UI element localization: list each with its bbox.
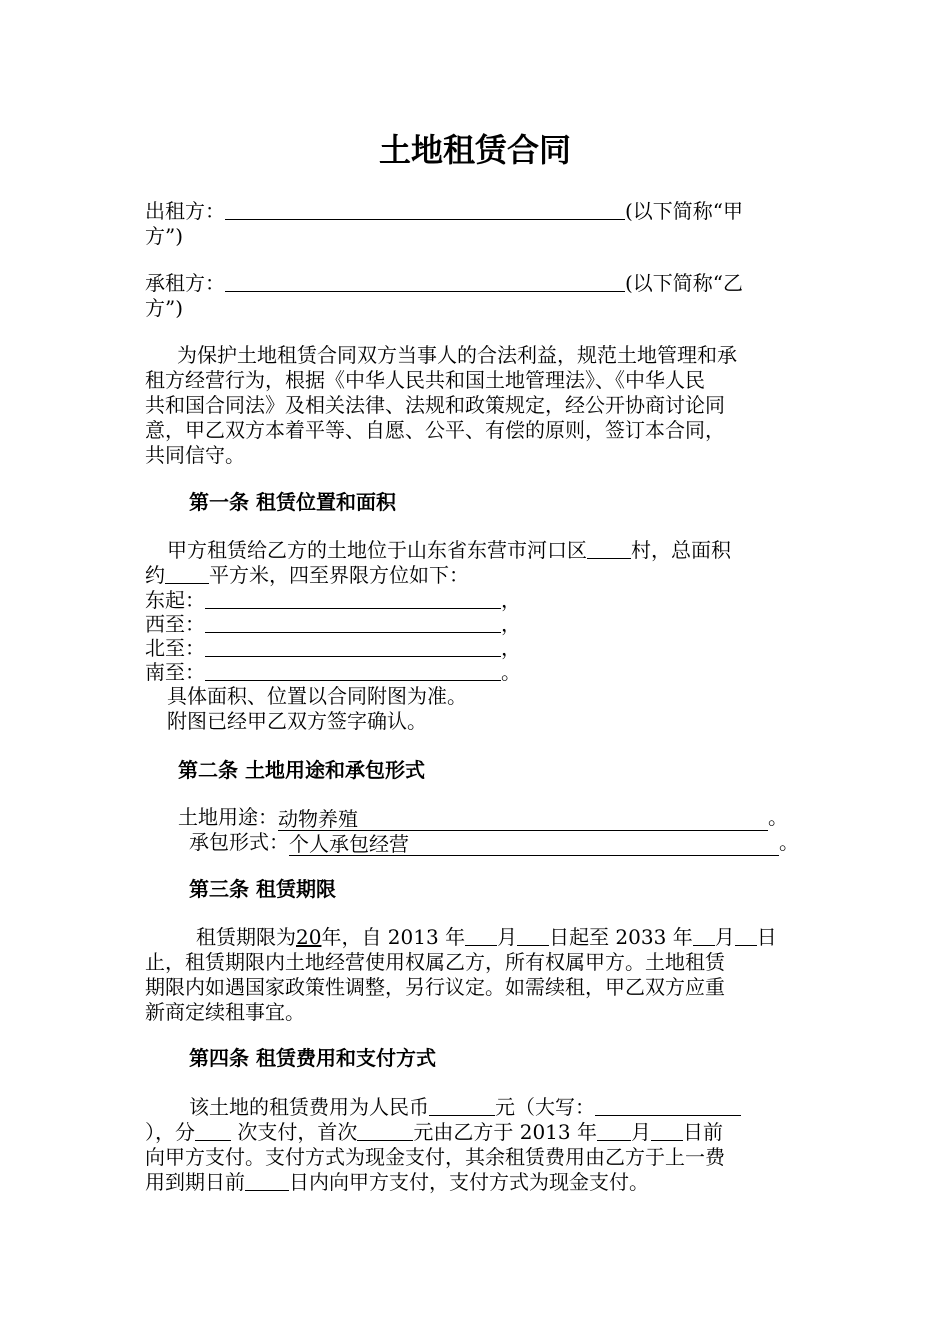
north-boundary-blank[interactable] <box>205 636 501 657</box>
article1-line <box>167 538 731 562</box>
page-title: 土地租赁合同 <box>378 131 571 169</box>
west-label: 西至： <box>145 612 205 636</box>
east-boundary-blank[interactable] <box>205 588 501 609</box>
south-label: 南至： <box>145 660 205 684</box>
article4-text: 用到期日前 <box>145 1170 245 1194</box>
article3-text: 租赁期限为 <box>196 925 296 949</box>
south-boundary-blank[interactable] <box>205 660 501 681</box>
east-label: 东起： <box>145 588 205 612</box>
lessor-name-blank[interactable] <box>225 199 625 220</box>
article4-text: ），分 <box>145 1120 195 1144</box>
land-use-label: 土地用途： <box>178 805 278 829</box>
article1-line <box>145 563 469 587</box>
lessor-suffix-line: 方”) <box>145 224 184 248</box>
article1-note: 附图已经甲乙双方签字确认。 <box>167 709 427 733</box>
preamble-line: 意，甲乙双方本着平等、自愿、公平、有偿的原则，签订本合同， <box>145 418 725 442</box>
article3-heading: 第三条 租赁期限 <box>189 877 336 901</box>
days-before-blank[interactable] <box>245 1170 289 1191</box>
lessee-line <box>145 271 743 295</box>
article3-line: 止，租赁期限内土地经营使用权属乙方，所有权属甲方。土地租赁 <box>145 950 725 974</box>
end-day-blank[interactable] <box>735 925 757 946</box>
comma: ， <box>501 612 521 636</box>
rent-amount-blank[interactable] <box>429 1095 495 1116</box>
article3-line <box>196 925 777 949</box>
lessor-line <box>145 199 743 223</box>
article4-line <box>189 1095 741 1119</box>
article1-note: 具体面积、位置以合同附图为准。 <box>167 684 467 708</box>
start-day-blank[interactable] <box>517 925 549 946</box>
contract-form-value[interactable]: 个人承包经营 <box>289 833 779 856</box>
article3-text: 月 <box>714 925 735 949</box>
land-use-line <box>178 805 788 831</box>
village-blank[interactable] <box>587 538 631 559</box>
land-use-value[interactable]: 动物养殖 <box>278 808 768 831</box>
article4-text: 月 <box>630 1120 651 1144</box>
lessee-name-blank[interactable] <box>225 271 625 292</box>
west-boundary-blank[interactable] <box>205 612 501 633</box>
article4-line: 向甲方支付。支付方式为现金支付，其余租赁费用由乙方于上一费 <box>145 1145 725 1169</box>
article3-text: 日起至 2033 年 <box>549 925 693 949</box>
article4-text: 元由乙方于 2013 年 <box>413 1120 597 1144</box>
preamble-line: 共和国合同法》及相关法律、法规和政策规定，经公开协商讨论同 <box>145 393 725 417</box>
period: 。 <box>779 830 799 854</box>
north-boundary-line <box>145 636 521 660</box>
end-month-blank[interactable] <box>693 925 715 946</box>
preamble-line: 为保护土地租赁合同双方当事人的合法利益，规范土地管理和承 <box>177 343 737 367</box>
contract-form-label: 承包形式： <box>189 830 289 854</box>
east-boundary-line <box>145 588 521 612</box>
start-month-blank[interactable] <box>465 925 497 946</box>
article4-text: 该土地的租赁费用为人民币 <box>189 1095 429 1119</box>
north-label: 北至： <box>145 636 205 660</box>
period: 。 <box>768 805 788 829</box>
article4-text: 元（大写： <box>495 1095 595 1119</box>
lessee-suffix: (以下简称“乙 <box>625 271 744 295</box>
lessor-label: 出租方： <box>145 199 225 223</box>
article3-line: 新商定续租事宜。 <box>145 1000 305 1024</box>
article1-heading: 第一条 租赁位置和面积 <box>189 490 396 514</box>
area-blank[interactable] <box>165 563 209 584</box>
first-payment-blank[interactable] <box>357 1120 413 1141</box>
lessor-suffix: (以下简称“甲 <box>625 199 744 223</box>
article4-line <box>145 1170 649 1194</box>
article1-text: 村，总面积 <box>631 538 731 562</box>
lessee-label: 承租方： <box>145 271 225 295</box>
comma: ， <box>501 636 521 660</box>
west-boundary-line <box>145 612 521 636</box>
preamble-line: 共同信守。 <box>145 443 245 467</box>
article4-text: 日前 <box>682 1120 723 1144</box>
lease-years-value: 20 <box>296 925 322 949</box>
article3-line: 期限内如遇国家政策性调整，另行议定。如需续租，甲乙双方应重 <box>145 975 725 999</box>
article3-text: 日 <box>756 925 777 949</box>
payment-day-blank[interactable] <box>651 1120 683 1141</box>
comma: ， <box>501 588 521 612</box>
lessee-suffix-line: 方”) <box>145 296 184 320</box>
rent-amount-words-blank[interactable] <box>595 1095 741 1116</box>
article1-text: 甲方租赁给乙方的土地位于山东省东营市河口区 <box>167 538 587 562</box>
article4-heading: 第四条 租赁费用和支付方式 <box>189 1046 436 1070</box>
installments-blank[interactable] <box>195 1120 231 1141</box>
article3-text: 月 <box>497 925 518 949</box>
south-boundary-line <box>145 660 521 684</box>
payment-month-blank[interactable] <box>597 1120 631 1141</box>
article1-text: 平方米，四至界限方位如下： <box>209 563 469 587</box>
article4-text: 日内向甲方支付，支付方式为现金支付。 <box>289 1170 649 1194</box>
article1-text: 约 <box>145 563 165 587</box>
period: 。 <box>501 660 521 684</box>
article4-line <box>145 1120 723 1144</box>
article2-heading: 第二条 土地用途和承包形式 <box>178 758 425 782</box>
preamble-line: 租方经营行为，根据《中华人民共和国土地管理法》、《中华人民 <box>145 368 705 392</box>
article3-text: 年，自 2013 年 <box>321 925 466 949</box>
contract-form-line <box>189 830 799 856</box>
article4-text: 次支付，首次 <box>231 1120 358 1144</box>
